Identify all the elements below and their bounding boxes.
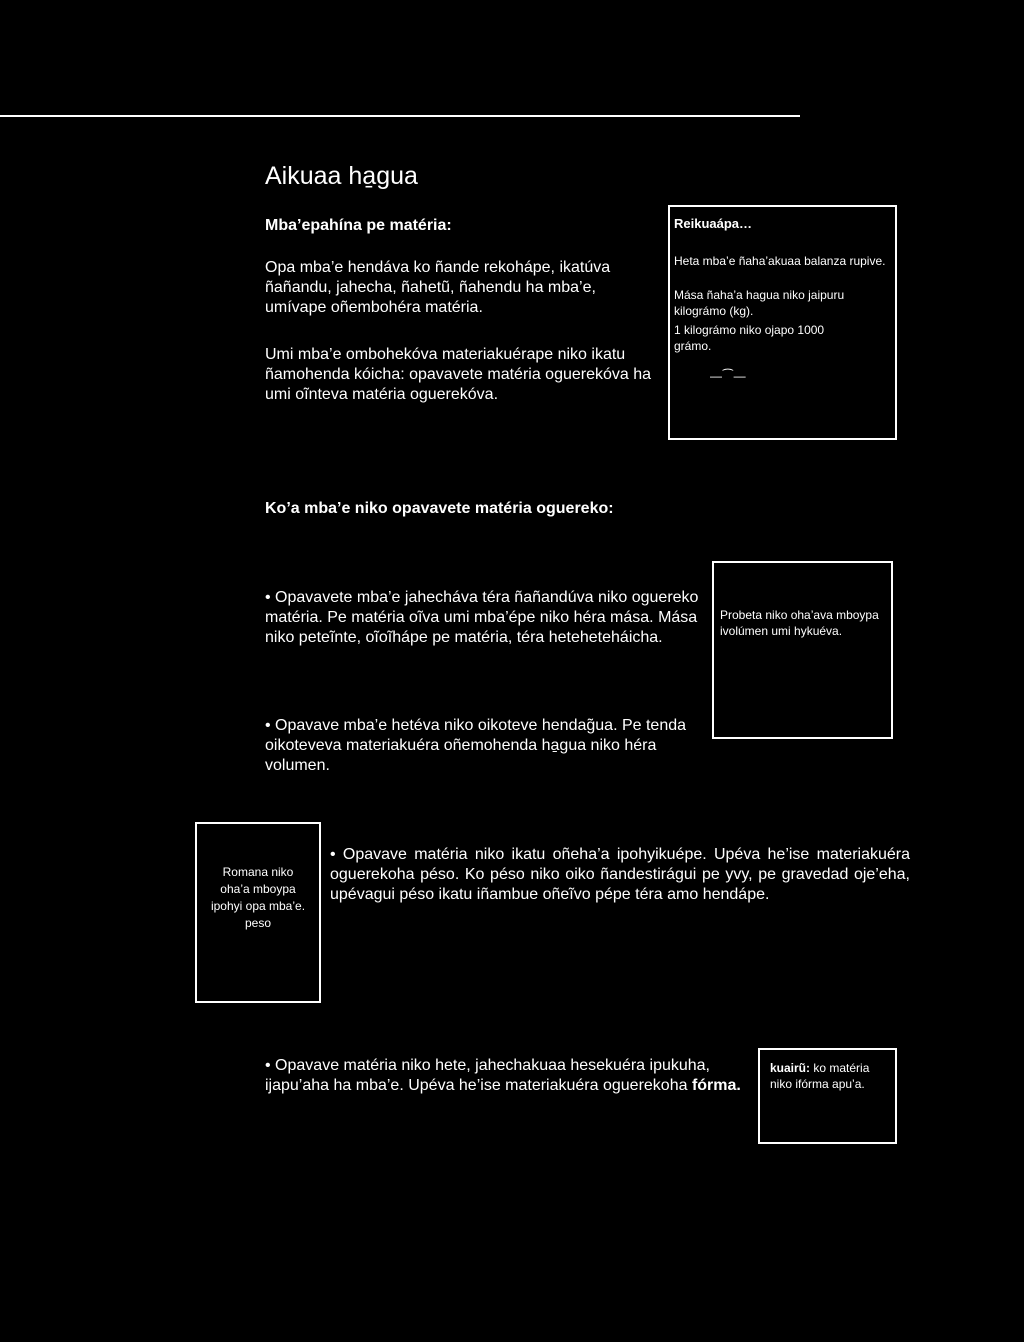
section-heading-properties: Ko’a mba’e niko opavavete matéria oguereko: xyxy=(265,500,614,517)
info-box-probeta-text: Probeta niko oha’ava mboypa ivolúmen umi hykuéva. xyxy=(720,608,879,638)
info-box-romana-line-1: Romana niko xyxy=(222,865,294,879)
info-box-balance xyxy=(668,205,897,440)
decorative-mark: —⁀— xyxy=(710,369,747,383)
info-box-line-2: Mása ñaha’a hagua niko jaipuru kilográmo (kg). xyxy=(674,288,845,318)
info-box-probeta xyxy=(712,561,893,739)
bullet-weight: • Opavave matéria niko ikatu oñeha’a ipohyikuépe. Upéva he’ise materiakuéra oguerekoha péso. Ko péso niko oiko ñandestirágui pe yvy, pe gravedad oje’eha, upévagui péso ikatu iñambue oñeĩvo pépe téra amo hendápe. xyxy=(330,846,910,903)
info-box-romana-line-3: ipohyi opa mba’e. xyxy=(210,899,306,913)
info-box-line-1: Heta mba’e ñaha’akuaa balanza rupive. xyxy=(674,254,886,268)
info-box-title: Reikuaápa… xyxy=(674,216,753,231)
top-rule xyxy=(0,115,800,117)
bullet-mass: • Opavavete mba’e jahecháva téra ñañandúva niko oguereko matéria. Pe matéria oĩva umi mba’épe niko héra mása. Mása niko peteĩnte, oĩoĩhápe pe matéria, téra heteheteháicha. xyxy=(265,589,699,646)
info-box-kuairu xyxy=(758,1048,897,1144)
bullet-form xyxy=(265,1056,745,1096)
info-box-romana xyxy=(195,822,321,1003)
bullet-form-bold: fórma. xyxy=(691,1077,741,1094)
info-box-romana-line-4: peso xyxy=(244,916,272,930)
info-box-kuairu-desc: ko matéria niko ifórma apu’a. xyxy=(770,1061,870,1091)
info-box-romana-line-2: oha’a mboypa xyxy=(220,882,296,896)
section-heading-matter: Mba’epahína pe matéria: xyxy=(265,217,452,234)
paragraph-matter-definition: Opa mba’e hendáva ko ñande rekohápe, ikatúva ñañandu, jahecha, ñahetũ, ñahendu ha mba’e, umívape oñembohéra matéria. xyxy=(265,259,611,316)
paragraph-matter-classification: Umi mba’e ombohekóva materiakuérape niko ikatu ñamohenda kóicha: opavavete matéria oguerekóva ha umi oĩnteva matéria oguerekóva. xyxy=(265,346,652,403)
bullet-form-text: • Opavave matéria niko hete, jahechakuaa hesekuéra ipukuha, ijapu’aha ha mba’e. Upéva he’ise materiakuéra oguerekoha xyxy=(265,1057,710,1094)
page-title: Aikuaa ha̱gua xyxy=(265,162,418,190)
bullet-volume: • Opavave mba’e hetéva niko oikoteve hendag̃ua. Pe tenda oikoteveva materiakuéra oñemohenda ha̱gua niko héra volumen. xyxy=(265,717,687,774)
info-box-line-3: 1 kilográmo niko ojapo 1000 grámo. xyxy=(674,323,825,353)
info-box-kuairu-text xyxy=(770,1060,892,1092)
info-box-kuairu-term: kuairũ: xyxy=(770,1061,811,1075)
